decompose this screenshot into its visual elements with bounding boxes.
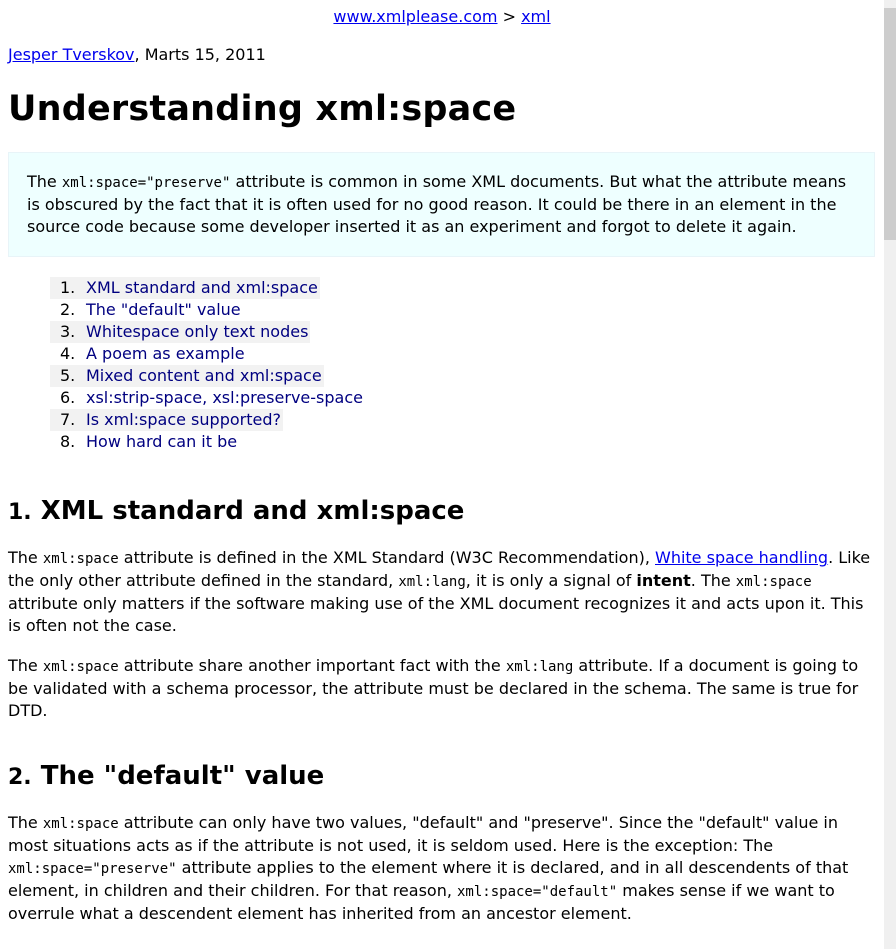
text: makes sense if we want to overrule what a descendent element has inherited from an ancestor element. xyxy=(8,881,835,923)
text: . Like the only other attribute defined in the standard, xyxy=(8,548,871,590)
section-heading-default-value xyxy=(8,760,876,794)
toc-link-xml-standard[interactable]: XML standard and xml:space xyxy=(86,278,318,297)
code-snippet: xml:space xyxy=(42,816,119,832)
toc-link-default-value[interactable]: The "default" value xyxy=(86,300,241,319)
code-snippet: xml:lang xyxy=(398,574,466,590)
section-heading-xml-standard xyxy=(8,495,876,529)
code-snippet: xml:space="preserve" xyxy=(61,175,231,191)
text: attribute. If a document is going to be validated with a schema processor, the attribute must be declared in the schema. The same is true for DTD. xyxy=(8,656,859,720)
byline xyxy=(8,44,876,66)
text: attribute is defined in the XML Standard (W3C Recommendation), xyxy=(118,548,655,567)
vertical-scrollbar[interactable] xyxy=(884,0,896,949)
toc-number: 5. xyxy=(60,366,76,385)
text: The xyxy=(8,813,43,832)
code-snippet: xml:lang xyxy=(505,659,574,675)
toc-number: 3. xyxy=(60,322,76,341)
code-snippet: xml:space="default" xyxy=(457,884,618,900)
xml-section-link[interactable]: xml xyxy=(521,7,551,26)
toc-link-supported[interactable]: Is xml:space supported? xyxy=(86,410,281,429)
text: , it is only a signal of xyxy=(465,571,637,590)
emphasis-intent: intent xyxy=(636,571,691,590)
code-snippet: xml:space xyxy=(42,551,119,567)
intro-text: attribute is common in some XML documents. But what the attribute means is obscured by the fact that it is often used for no good reason. It could be there in an element in the source code because some developer inserted it as an experiment and forgot to delete it again. xyxy=(27,172,847,236)
code-snippet: xml:space xyxy=(735,574,812,590)
code-snippet: xml:space="preserve" xyxy=(8,861,177,877)
toc-number: 1. xyxy=(60,278,76,297)
text: attribute can only have two values, "default" and "preserve". Since the "default" value in most situations acts as if the attribute is not used, it is seldom used. Here is the exception: The xyxy=(8,813,838,855)
toc-item xyxy=(50,365,876,387)
toc-number: 6. xyxy=(60,388,76,407)
section-number: 1. xyxy=(8,500,32,525)
toc-item xyxy=(50,321,876,343)
paragraph xyxy=(8,547,876,637)
toc-link-how-hard[interactable]: How hard can it be xyxy=(86,432,238,451)
toc-link-whitespace-nodes[interactable]: Whitespace only text nodes xyxy=(86,322,309,341)
toc-item xyxy=(50,387,876,409)
toc-item xyxy=(50,277,876,299)
toc-number: 8. xyxy=(60,432,76,451)
publish-date: , Marts 15, 2011 xyxy=(134,45,266,64)
toc-link-poem-example[interactable]: A poem as example xyxy=(86,344,245,363)
toc-number: 4. xyxy=(60,344,76,363)
section-number: 2. xyxy=(8,765,32,790)
text: . The xyxy=(690,571,736,590)
toc-number: 7. xyxy=(60,410,76,429)
text: attribute only matters if the software making use of the XML document recognizes it and acts upon it. This is often not the case. xyxy=(8,594,864,635)
site-home-link[interactable]: www.xmlplease.com xyxy=(333,7,498,26)
toc-link-strip-preserve-space[interactable]: xsl:strip-space, xsl:preserve-space xyxy=(86,388,363,407)
text: attribute applies to the element where it is declared, and in all descendents of that element, in children and their children. For that reason, xyxy=(8,858,849,900)
text: The xyxy=(8,548,43,567)
toc-item xyxy=(50,409,876,431)
intro-box xyxy=(8,152,875,257)
scrollbar-thumb[interactable] xyxy=(884,8,896,240)
breadcrumb-separator: > xyxy=(497,7,522,26)
toc-item xyxy=(50,343,876,365)
toc-link-mixed-content[interactable]: Mixed content and xml:space xyxy=(86,366,322,385)
table-of-contents xyxy=(50,277,876,453)
toc-item xyxy=(50,299,876,321)
section-title: The "default" value xyxy=(31,761,325,791)
text: The xyxy=(8,656,43,675)
author-link[interactable]: Jesper Tverskov xyxy=(8,45,135,64)
paragraph xyxy=(8,655,876,722)
page-title: Understanding xml:space xyxy=(8,89,517,129)
code-snippet: xml:space xyxy=(42,659,119,675)
white-space-handling-link[interactable]: White space handling xyxy=(655,548,829,567)
toc-item xyxy=(50,431,876,453)
section-title: XML standard and xml:space xyxy=(31,496,465,526)
intro-text: The xyxy=(27,172,62,191)
text: attribute share another important fact with the xyxy=(118,656,506,675)
breadcrumb xyxy=(8,6,876,28)
paragraph xyxy=(8,812,876,925)
toc-number: 2. xyxy=(60,300,76,319)
